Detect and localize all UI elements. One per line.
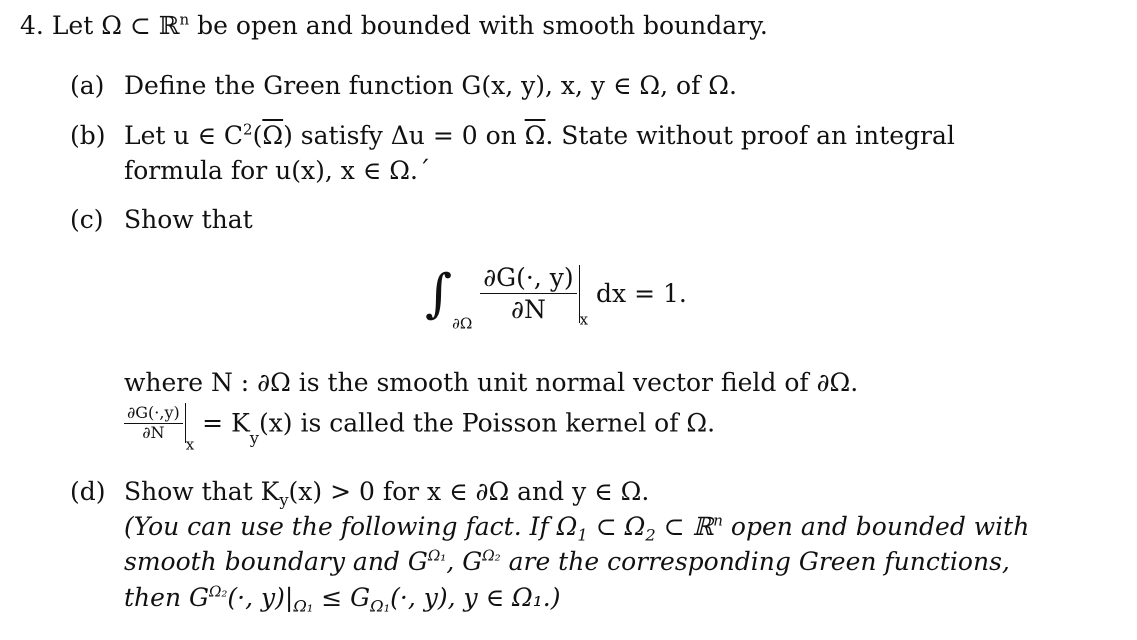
part-d-line1: [124, 476, 650, 510]
fact-line1-sub1: 1: [577, 525, 588, 545]
part-b-omega-closure-2: $\overline{\Omega}$: [524, 121, 546, 150]
evaluation-subscript: x: [579, 310, 589, 329]
part-b-label: (b): [70, 121, 106, 150]
kernel-eval-subscript: x: [185, 435, 195, 454]
part-b-line1-post: . State without proof an integral: [545, 121, 955, 150]
fact-line3-sup: Ω₂: [208, 582, 228, 601]
kernel-denominator: ∂N: [142, 422, 165, 442]
part-d-line1-rest: (x) > 0 for x ∈ ∂Ω and y ∈ Ω.: [288, 477, 650, 506]
fact-line3-sub: Ω₁: [293, 596, 314, 616]
integrand-numerator: ∂G(·, y): [480, 262, 576, 294]
integral-domain: ∂Ω: [452, 314, 473, 333]
fact-line1-sup: n: [713, 511, 723, 530]
part-b-line2: formula for u(x), x ∈ Ω.´: [124, 156, 431, 185]
fact-line2-post: are the corresponding Green functions,: [500, 547, 1010, 576]
part-d-fact-line3: [124, 582, 561, 616]
part-b-sup: 2: [243, 120, 253, 139]
fact-line1-post: open and bounded with: [722, 512, 1030, 541]
kernel-numerator: ∂G(·,y): [124, 404, 183, 423]
fact-line3-pre: then G: [124, 583, 209, 612]
integral-sign: ∫: [425, 263, 453, 324]
problem-intro-sup: n: [179, 10, 190, 29]
fact-line2-sup1: Ω₁: [427, 546, 447, 565]
fact-line1-mid: ⊂ Ω: [587, 512, 646, 541]
fact-line3-sub2: Ω₁: [370, 596, 391, 616]
part-b-line1-mid: satisfy Δu = 0 on: [292, 121, 525, 150]
problem-number: 4.: [20, 11, 44, 40]
part-b-omega-closure: $\overline{\Omega}$: [262, 121, 284, 150]
part-b-paren-close: ): [283, 121, 293, 150]
kernel-tail-post: (x) is called the Poisson kernel of Ω.: [258, 408, 716, 438]
part-d-fact-line1: [124, 511, 1030, 545]
integrand-denominator: ∂N: [511, 295, 546, 325]
fact-line3-mid: (·, y)|: [227, 583, 294, 612]
integral-equation: [425, 262, 687, 333]
kernel-fraction: [124, 404, 183, 442]
poisson-kernel-line: [124, 403, 716, 454]
fact-line3-mid2: ≤ G: [313, 583, 371, 612]
part-d-line1-pre: Show that K: [124, 477, 280, 506]
kernel-tail-pre: = K: [202, 408, 250, 438]
part-b-line1: [124, 120, 955, 151]
part-a-label: (a): [70, 71, 105, 100]
fact-line2-sup2: Ω₂: [482, 546, 501, 565]
fact-line1-mid2: ⊂ ℝ: [655, 512, 714, 541]
integrand-fraction: [480, 262, 576, 326]
fact-line1-sub2: 2: [645, 525, 656, 545]
part-b-line1-pre: Let u ∈ C: [124, 121, 244, 150]
part-d-label: (d): [70, 477, 106, 506]
part-c-intro: Show that: [124, 205, 253, 234]
kernel-tail-sub: y: [249, 428, 259, 448]
part-b-paren-open: (: [252, 121, 263, 150]
part-d-line1-sub: y: [279, 490, 289, 510]
problem-intro: Let Ω ⊂ ℝ: [51, 11, 180, 40]
problem-intro-rest: be open and bounded with smooth boundary.: [189, 11, 768, 40]
fact-line2-pre: smooth boundary and G: [124, 547, 428, 576]
part-a-text: Define the Green function G(x, y), x, y ∈ Ω, of Ω.: [124, 71, 737, 100]
part-d-fact-line2: [124, 546, 1010, 577]
where-line: where N : ∂Ω is the smooth unit normal vector field of ∂Ω.: [124, 368, 859, 397]
fact-line3-post: (·, y), y ∈ Ω₁.): [390, 583, 561, 612]
part-c-label: (c): [70, 205, 104, 234]
fact-line2-mid: , G: [446, 547, 483, 576]
integral-tail: dx = 1.: [596, 279, 687, 309]
problem-statement: [20, 10, 768, 41]
fact-line1-pre: (You can use the following fact. If Ω: [124, 512, 578, 541]
